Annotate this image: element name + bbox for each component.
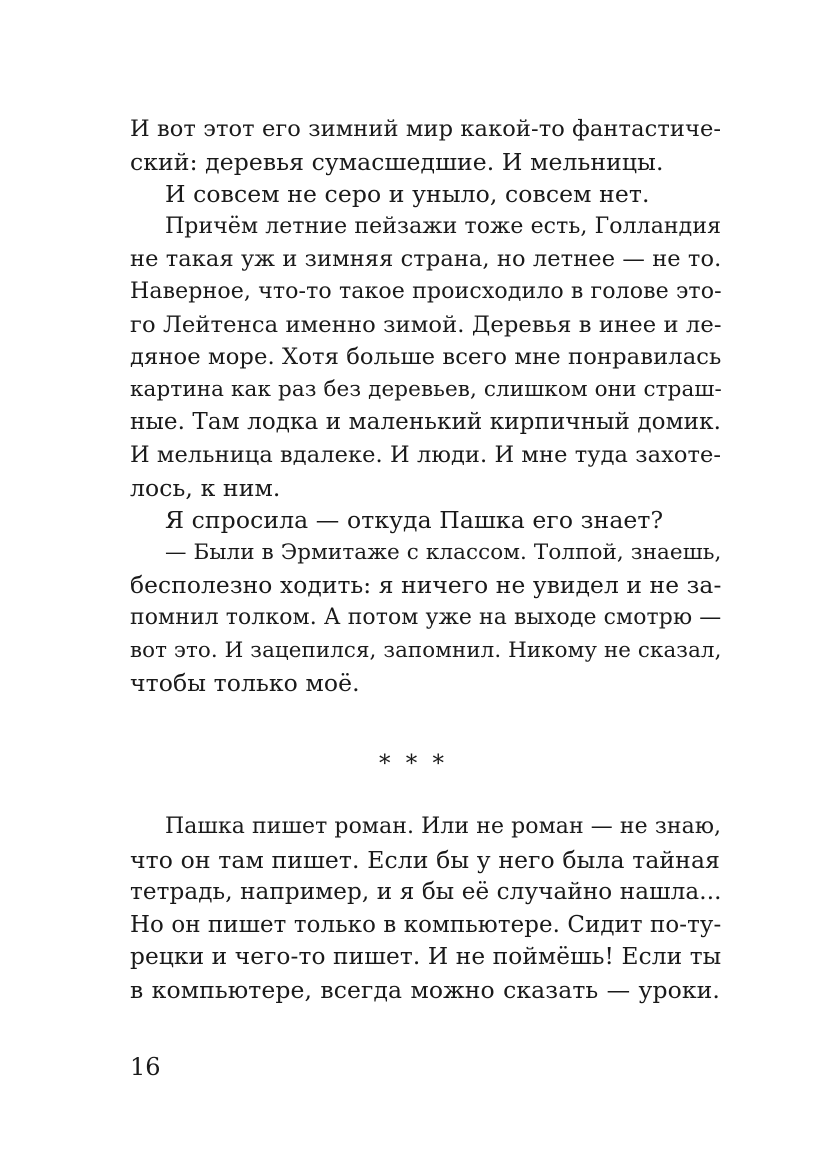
text-line: чтобы только моё. [130, 669, 360, 698]
text-line: И вот этот его зимний мир какой-то фантастиче- [130, 116, 722, 142]
text-block-main [130, 113, 720, 700]
text-line: Но он пишет только в компьютере. Сидит по-ту- [130, 911, 722, 938]
text-line: лось, к ним. [130, 473, 281, 502]
text-line: — Были в Эрмитаже с классом. Толпой, знаешь, [165, 539, 722, 565]
text-line: И совсем не серо и уныло, совсем нет. [165, 180, 650, 209]
text-line: Наверное, что-то такое происходило в голове это- [130, 278, 722, 304]
text-line: что он там пишет. Если бы у него была тайная [130, 845, 720, 874]
text-line: не такая уж и зимняя страна, но летнее — не то. [130, 246, 722, 273]
text-line: ский: деревья сумасшедшие. И мельницы. [130, 147, 664, 176]
text-block-second [130, 811, 720, 1007]
text-line: дяное море. Хотя больше всего мне понравилась [130, 344, 722, 371]
text-line: Я спросила — откуда Пашка его знает? [165, 506, 664, 535]
text-line: рецки и чего-то пишет. И не поймёшь! Если ты [130, 943, 722, 971]
text-line: тетрадь, например, и я бы её случайно нашла... [130, 879, 722, 906]
page-number: 16 [130, 1053, 161, 1081]
text-line: Пашка пишет роман. Или не роман — не знаю, [165, 814, 722, 839]
text-line: помнил толком. А потом уже на выходе смотрю — [130, 604, 722, 630]
text-line: картина как раз без деревьев, слишком они страш- [130, 376, 722, 402]
text-line: Причём летние пейзажи тоже есть, Голландия [165, 213, 722, 239]
text-line: И мельница вдалеке. И люди. И мне туда захоте- [130, 441, 722, 468]
text-line: го Лейтенса именно зимой. Деревья в инее и ле- [130, 311, 722, 338]
text-line: бесполезно ходить: я ничего не увидел и не за- [130, 571, 722, 600]
section-separator: * * * [378, 751, 449, 777]
text-line: в компьютере, всегда можно сказать — уроки. [130, 975, 720, 1004]
text-line: вот это. И зацепился, запомнил. Никому не сказал, [130, 637, 722, 663]
text-line: ные. Там лодка и маленький кирпичный домик. [130, 409, 721, 436]
